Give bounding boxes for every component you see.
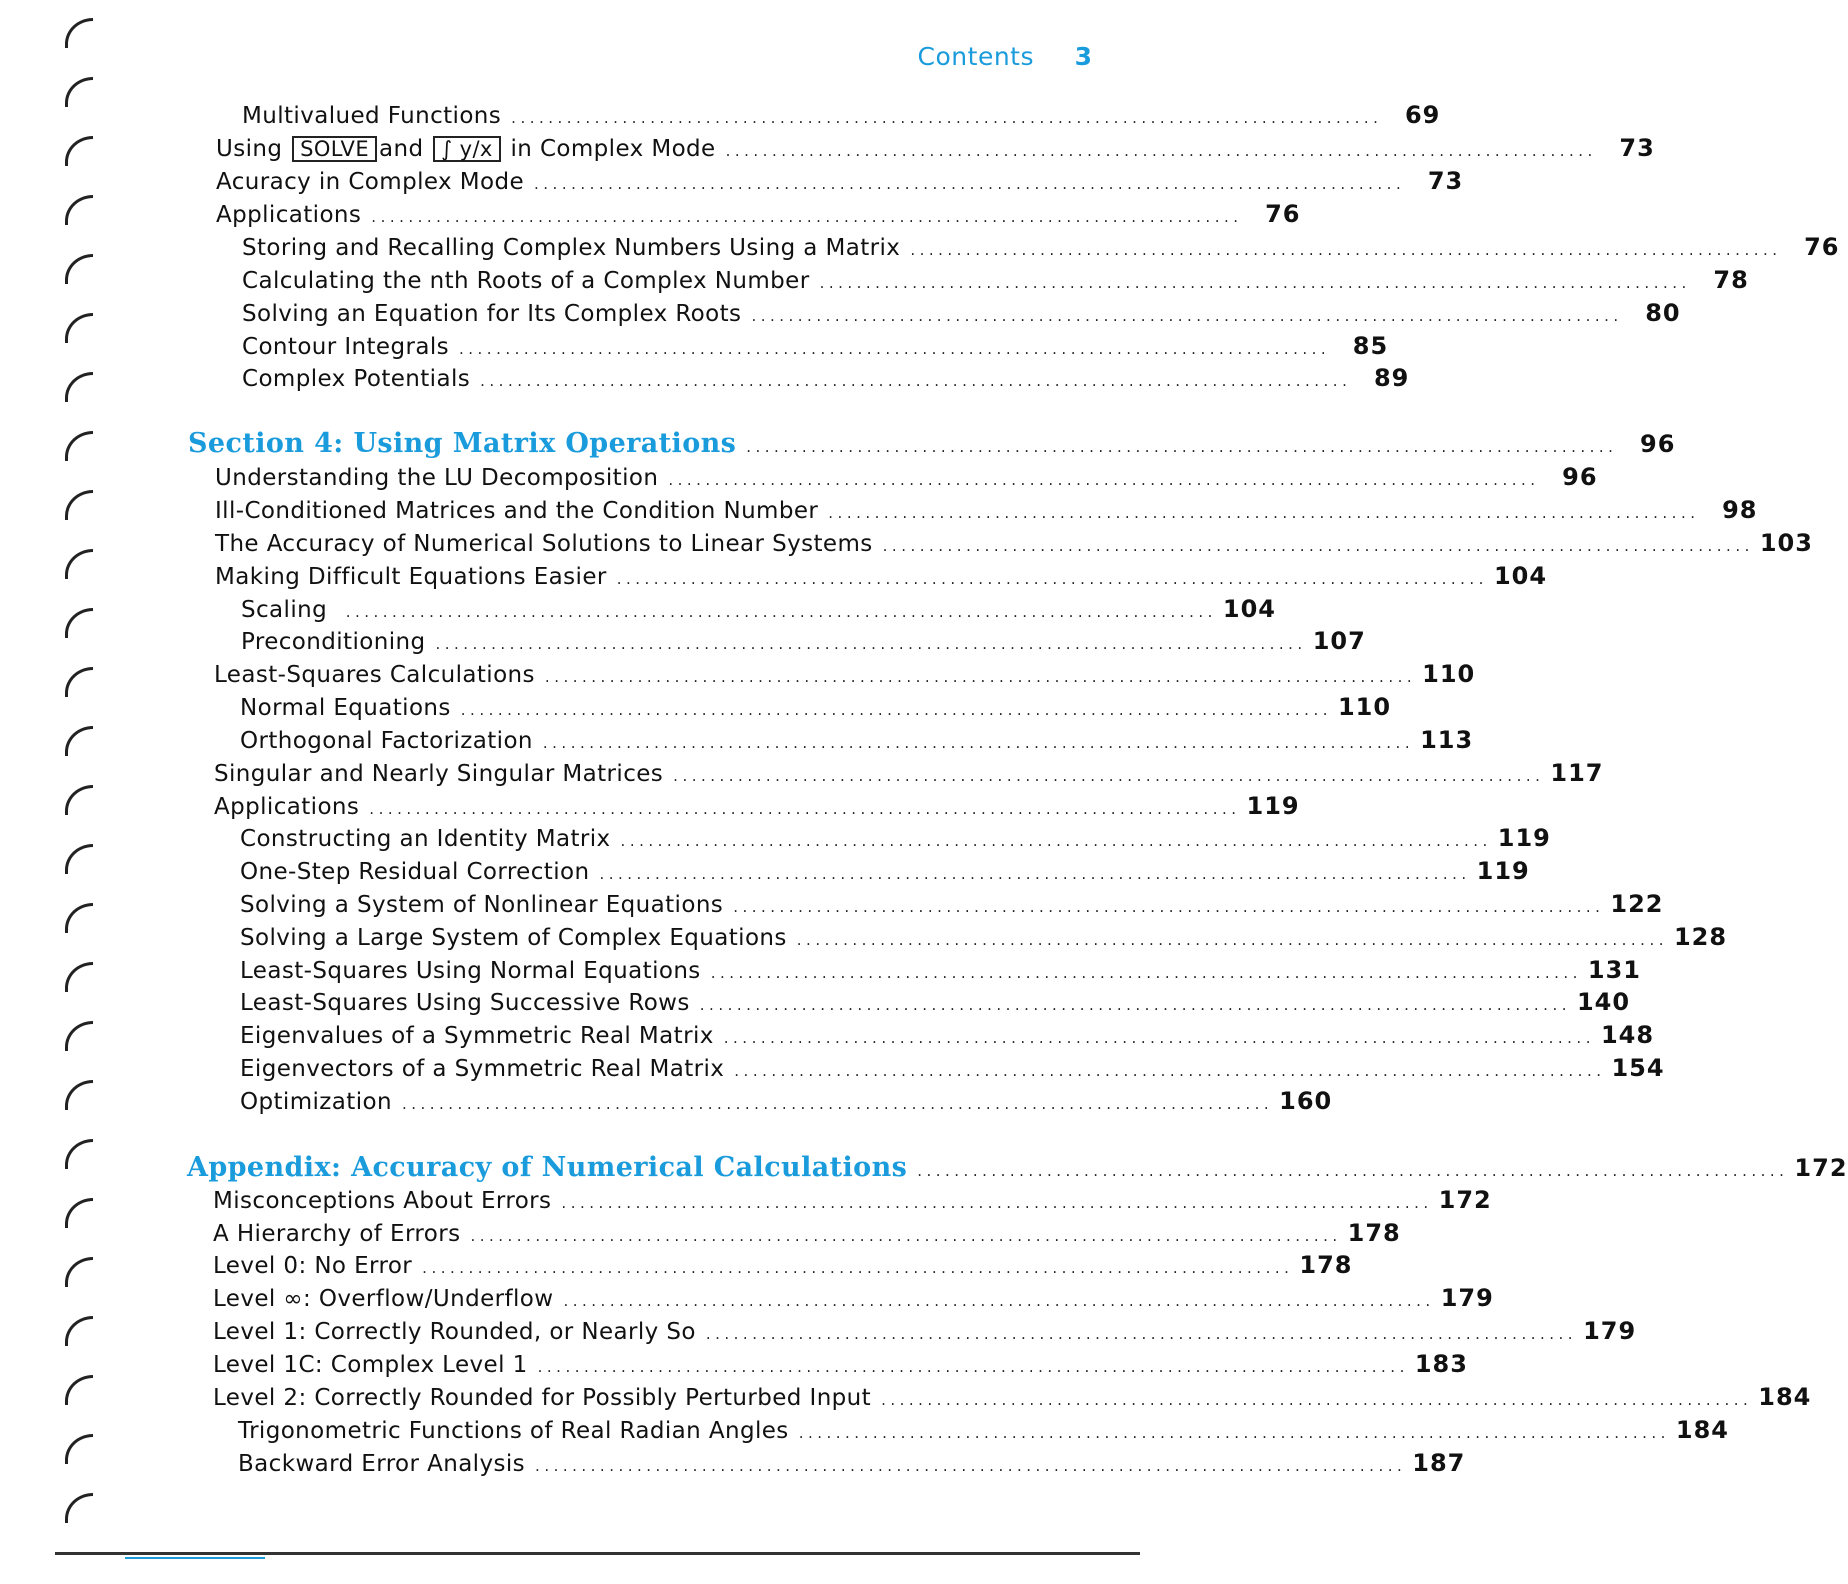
toc-entry-page: 73 — [1619, 134, 1655, 162]
toc-entry-page: 172 — [1794, 1154, 1848, 1182]
dot-leader: .............................................................................................. — [751, 307, 1623, 325]
toc-entry-title: Complex Potentials — [242, 366, 471, 392]
toc-entry-title: Level 1: Correctly Rounded, or Nearly So — [213, 1319, 696, 1345]
dot-leader: .............................................................................................. — [705, 1325, 1578, 1343]
toc-entry-page: 154 — [1611, 1054, 1665, 1082]
dot-leader: .............................................................................................. — [699, 996, 1571, 1014]
toc-entry-title: Eigenvectors of a Symmetric Real Matrix — [240, 1056, 725, 1082]
toc-entry[interactable] — [0, 364, 1410, 397]
dot-leader: .............................................................................................. — [917, 1162, 1789, 1180]
toc-entry-title: Preconditioning — [241, 629, 426, 655]
toc-entry[interactable] — [0, 233, 1840, 266]
toc-entry-page: 117 — [1550, 759, 1604, 787]
toc-entry-title: One-Step Residual Correction — [240, 859, 590, 885]
dot-leader: .............................................................................................. — [599, 865, 1471, 883]
toc-entry-page: 179 — [1440, 1284, 1494, 1312]
toc-entry[interactable] — [0, 1251, 1353, 1284]
toc-entry-page: 107 — [1312, 627, 1366, 655]
dot-leader: .............................................................................................. — [563, 1292, 1435, 1310]
toc-entry-title: Solving a Large System of Complex Equations — [240, 925, 787, 951]
toc-entry-title: Level 0: No Error — [213, 1253, 413, 1279]
toc-entry[interactable] — [0, 1021, 1655, 1054]
section-title: Section 4: Using Matrix Operations — [188, 428, 737, 459]
toc-entry-title: Least-Squares Using Successive Rows — [240, 990, 690, 1016]
toc-entry-page: 89 — [1373, 364, 1410, 392]
toc-entry-title: Storing and Recalling Complex Numbers Using a Matrix — [242, 235, 901, 261]
toc-entry-title: Least-Squares Using Normal Equations — [240, 958, 701, 984]
toc-section[interactable] — [0, 428, 1676, 461]
toc-entry-page: 122 — [1610, 890, 1664, 918]
toc-entry-title — [216, 136, 726, 162]
toc-entry[interactable] — [0, 463, 1598, 496]
toc-entry-page: 85 — [1352, 332, 1389, 360]
toc-entry-page: 96 — [1562, 463, 1598, 491]
toc-entry-title: Trigonometric Functions of Real Radian Angles — [238, 1418, 789, 1444]
toc-entry[interactable] — [0, 529, 1813, 562]
toc-entry-title: Contour Integrals — [242, 334, 449, 360]
toc-entry-page: 113 — [1420, 726, 1474, 754]
toc-entry-title: Solving a System of Nonlinear Equations — [240, 892, 724, 918]
toc-entry-title: Orthogonal Factorization — [240, 728, 533, 754]
toc-entry-page: 104 — [1222, 595, 1276, 623]
toc-entry-page: 119 — [1246, 792, 1300, 820]
toc-entry[interactable] — [0, 988, 1631, 1021]
toc-entry-title: Level ∞: Overflow/Underflow — [213, 1286, 554, 1312]
dot-leader: .............................................................................................. — [882, 537, 1754, 555]
dot-leader: .............................................................................................. — [910, 241, 1782, 259]
toc-entry[interactable] — [0, 101, 1441, 134]
dot-leader: .............................................................................................. — [798, 1424, 1670, 1442]
toc-entry-page: 178 — [1347, 1219, 1401, 1247]
dot-leader: .............................................................................................. — [345, 603, 1217, 621]
toc-entry-page: 131 — [1587, 956, 1641, 984]
toc-entry-page: 140 — [1576, 988, 1631, 1016]
toc-entry[interactable] — [0, 167, 1464, 200]
toc-entry-title: Eigenvalues of a Symmetric Real Matrix — [240, 1023, 714, 1049]
toc-entry-title: Calculating the nth Roots of a Complex Number — [242, 268, 810, 294]
dot-leader: .............................................................................................. — [537, 1358, 1409, 1376]
dot-leader: .............................................................................................. — [460, 701, 1332, 719]
toc-entry-page: 110 — [1337, 693, 1392, 721]
toc-entry-page: 76 — [1265, 200, 1301, 228]
toc-entry-title: The Accuracy of Numerical Solutions to Linear Systems — [215, 531, 873, 557]
dot-leader: .............................................................................................. — [561, 1194, 1433, 1212]
toc-entry-title: Constructing an Identity Matrix — [240, 826, 611, 852]
toc-entry[interactable] — [0, 299, 1681, 332]
title-part: and — [379, 136, 424, 162]
toc-entry-title: Level 2: Correctly Rounded for Possibly Perturbed Input — [213, 1385, 872, 1411]
toc-entry-title: Applications — [214, 794, 360, 820]
toc-entry-page: 187 — [1412, 1449, 1466, 1477]
toc-entry[interactable] — [0, 1087, 1333, 1120]
toc-entry-page: 172 — [1438, 1186, 1492, 1214]
dot-leader: .............................................................................................. — [734, 1062, 1606, 1080]
toc-entry[interactable] — [0, 1284, 1494, 1317]
toc-entry-title: Understanding the LU Decomposition — [215, 465, 659, 491]
toc-entry-page: 98 — [1722, 496, 1758, 524]
section-title: Appendix: Accuracy of Numerical Calculations — [187, 1152, 908, 1183]
toc-entry-page: 179 — [1583, 1317, 1637, 1345]
toc-entry[interactable] — [0, 1449, 1466, 1482]
toc-entry[interactable] — [0, 923, 1728, 956]
toc-entry-title: A Hierarchy of Errors — [213, 1221, 461, 1247]
toc-entry-title: Acuracy in Complex Mode — [216, 169, 525, 195]
dot-leader: .............................................................................................. — [828, 504, 1700, 522]
toc-entry-title: Singular and Nearly Singular Matrices — [214, 761, 664, 787]
toc-entry-page: 119 — [1497, 824, 1551, 852]
dot-leader: .............................................................................................. — [725, 142, 1597, 160]
toc-entry[interactable] — [0, 332, 1389, 365]
toc-entry-title: Backward Error Analysis — [238, 1451, 526, 1477]
toc-entry-title: Ill-Conditioned Matrices and the Condition Number — [215, 498, 819, 524]
dot-leader: .............................................................................................. — [746, 438, 1618, 456]
title-part: Using — [216, 136, 283, 162]
toc-entry-page: 184 — [1675, 1416, 1729, 1444]
toc-entry-title: Least-Squares Calculations — [214, 662, 535, 688]
dot-leader: .............................................................................................. — [535, 1457, 1407, 1475]
dot-leader: .............................................................................................. — [371, 208, 1243, 226]
toc-entry-title: Making Difficult Equations Easier — [215, 564, 607, 590]
toc-entry-title: Misconceptions About Errors — [213, 1188, 552, 1214]
toc-entry-page: 78 — [1713, 266, 1749, 294]
dot-leader: .............................................................................................. — [723, 1029, 1595, 1047]
title-part: in Complex Mode — [510, 136, 716, 162]
toc-entry[interactable] — [0, 1186, 1492, 1219]
toc-entry-title: Solving an Equation for Its Complex Roots — [242, 301, 742, 327]
solve-key: SOLVE — [292, 136, 377, 162]
toc-entry[interactable] — [0, 200, 1301, 233]
dot-leader: .............................................................................................. — [542, 734, 1415, 752]
toc-entry-page: 178 — [1299, 1251, 1353, 1279]
dot-leader: .............................................................................................. — [544, 668, 1417, 686]
dot-leader: .............................................................................................. — [422, 1259, 1294, 1277]
header-page-number: 3 — [1074, 42, 1092, 71]
dot-leader: .............................................................................................. — [673, 767, 1545, 785]
toc-entry-page: 148 — [1600, 1021, 1655, 1049]
toc-entry-page: 73 — [1427, 167, 1464, 195]
toc-entry[interactable] — [0, 693, 1392, 726]
dot-leader: .............................................................................................. — [620, 832, 1492, 850]
toc-entry-title: Normal Equations — [240, 695, 451, 721]
toc-entry-title: Optimization — [240, 1089, 392, 1115]
toc-entry[interactable] — [0, 956, 1641, 989]
toc-entry-title: Multivalued Functions — [242, 103, 502, 129]
toc-entry-page: 183 — [1414, 1350, 1468, 1378]
dot-leader: .............................................................................................. — [369, 800, 1241, 818]
toc-entry[interactable] — [0, 890, 1664, 923]
dot-leader: .............................................................................................. — [459, 340, 1331, 358]
toc-entry[interactable] — [0, 266, 1749, 299]
toc-entry[interactable] — [0, 660, 1476, 693]
toc-entry[interactable] — [0, 759, 1604, 792]
dot-leader: .............................................................................................. — [534, 175, 1406, 193]
header-label: Contents — [917, 42, 1034, 71]
dot-leader: .............................................................................................. — [401, 1095, 1274, 1113]
toc-entry[interactable] — [0, 1054, 1665, 1087]
page-bottom-rule — [55, 1552, 1140, 1555]
toc-entry[interactable] — [0, 134, 1655, 167]
toc-entry[interactable] — [0, 1219, 1401, 1252]
integrate-key: ∫ y/x — [433, 136, 501, 162]
toc-entry-title: Level 1C: Complex Level 1 — [213, 1352, 528, 1378]
dot-leader: .............................................................................................. — [881, 1391, 1753, 1409]
toc-section[interactable] — [0, 1152, 1848, 1185]
toc-entry-page: 184 — [1758, 1383, 1812, 1411]
toc-entry-page: 104 — [1493, 562, 1548, 590]
toc-entry-page: 69 — [1404, 101, 1441, 129]
dot-leader: .............................................................................................. — [668, 471, 1540, 489]
dot-leader: .............................................................................................. — [616, 570, 1488, 588]
toc-entry[interactable] — [0, 824, 1551, 857]
dot-leader: .............................................................................................. — [710, 964, 1582, 982]
toc-entry-page: 96 — [1640, 430, 1676, 458]
toc-entry[interactable] — [0, 562, 1548, 595]
dot-leader: .............................................................................................. — [511, 109, 1383, 127]
toc-entry-title: Applications — [216, 202, 362, 228]
toc-entry-page: 160 — [1279, 1087, 1333, 1115]
toc-entry[interactable] — [0, 627, 1366, 660]
dot-leader: .............................................................................................. — [733, 898, 1605, 916]
dot-leader: .............................................................................................. — [470, 1227, 1342, 1245]
page-bottom-accent — [125, 1557, 265, 1559]
toc-entry[interactable] — [0, 595, 1276, 628]
toc-entry-page: 110 — [1422, 660, 1476, 688]
toc-entry[interactable] — [0, 1416, 1729, 1449]
toc-entry[interactable] — [0, 726, 1474, 759]
toc-entry-page: 80 — [1645, 299, 1681, 327]
toc-entry-page: 76 — [1804, 233, 1840, 261]
toc-entry[interactable] — [0, 496, 1758, 529]
dot-leader: .............................................................................................. — [435, 635, 1307, 653]
toc-entry-page: 128 — [1673, 923, 1728, 951]
toc-entry[interactable] — [0, 792, 1300, 825]
toc-entry[interactable] — [0, 1350, 1468, 1383]
toc-entry-page: 119 — [1476, 857, 1530, 885]
toc-entry-page: 103 — [1759, 529, 1813, 557]
toc-entry-title: Scaling — [241, 597, 328, 623]
toc-entry[interactable] — [0, 857, 1530, 890]
toc-entry[interactable] — [0, 1317, 1637, 1350]
dot-leader: .............................................................................................. — [480, 372, 1352, 390]
dot-leader: .............................................................................................. — [796, 931, 1668, 949]
dot-leader: .............................................................................................. — [819, 274, 1691, 292]
toc-entry[interactable] — [0, 1383, 1812, 1416]
